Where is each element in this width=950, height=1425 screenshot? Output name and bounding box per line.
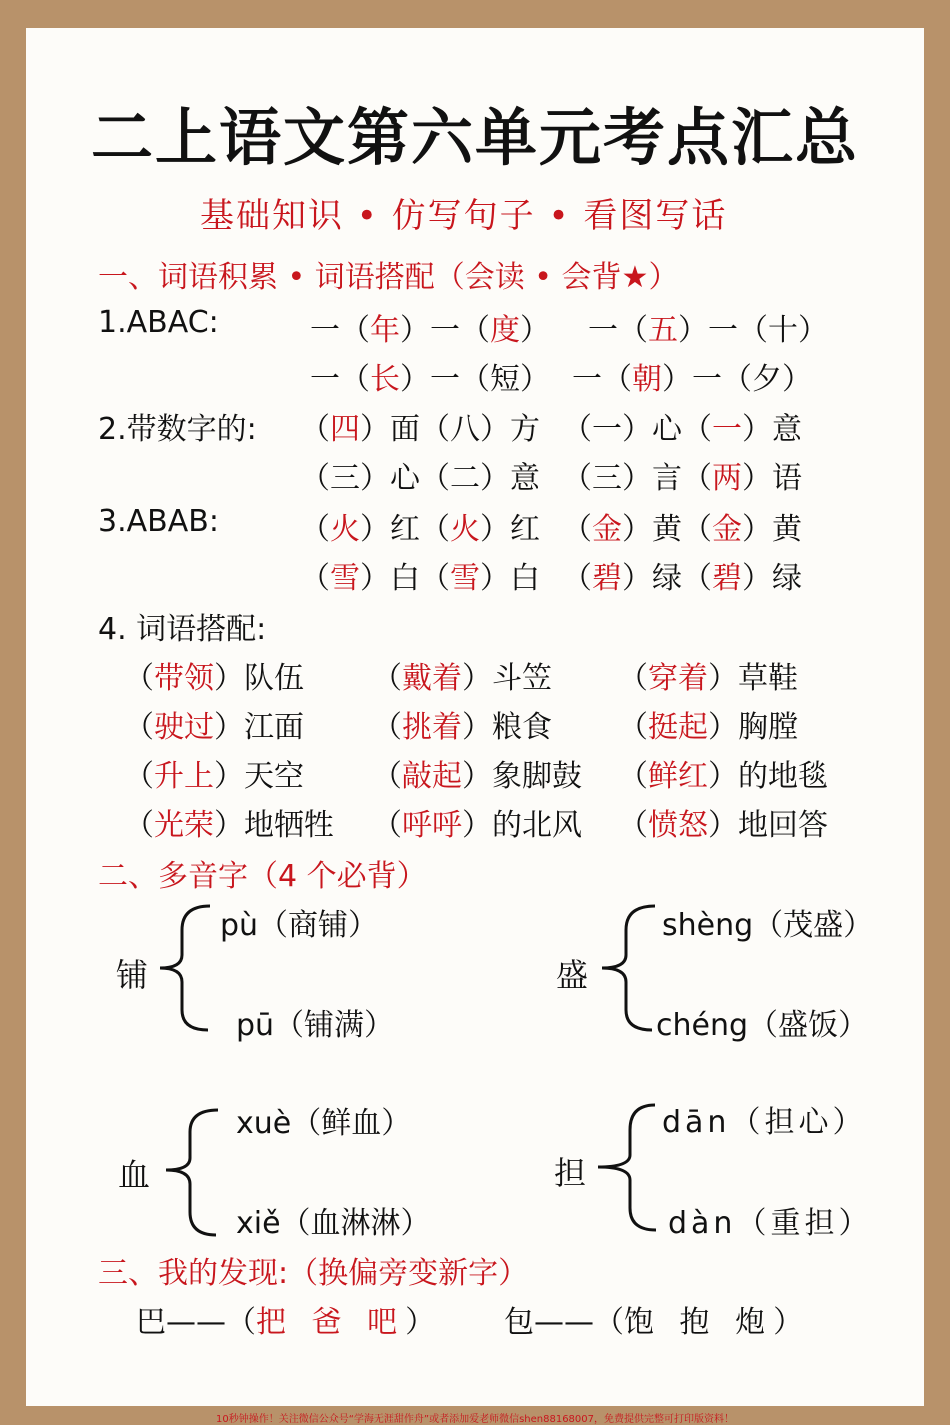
section2-heading: 二、多音字（4 个必背） xyxy=(98,859,427,894)
numbers-item: （三）心（二）意 xyxy=(300,461,540,496)
collocation-fill: 挺起 xyxy=(648,710,708,745)
numbers-item: （三）言（两）语 xyxy=(562,461,802,496)
abac-fill: 短 xyxy=(490,362,520,397)
numbers-fill: 二 xyxy=(450,461,480,496)
poly-reading: xiě（血淋淋） xyxy=(236,1206,431,1241)
radical-item xyxy=(136,1297,435,1341)
brace-sheng xyxy=(602,906,655,1030)
abab-fill: 金 xyxy=(712,512,742,547)
poly-reading: dān（担心） xyxy=(662,1105,867,1140)
poly-char: 血 xyxy=(118,1156,151,1194)
abab-item: （碧）绿（碧）绿 xyxy=(562,561,802,596)
section1-heading-close: ） xyxy=(648,260,679,295)
abab-char: 绿 xyxy=(772,561,802,596)
abab-fill: 碧 xyxy=(712,561,742,596)
footer-note: 10秒钟操作！关注微信公众号“学海无涯甜作舟”或者添加爱老师微信shen88168007，免费提供完整可打印版资料！ xyxy=(215,1414,735,1425)
poly-char: 担 xyxy=(554,1154,587,1192)
radical-words: 把 爸 吧 xyxy=(256,1305,406,1340)
collocation-fill: 驶过 xyxy=(154,710,214,745)
collocation-item: （带领）队伍 xyxy=(124,661,304,696)
collocation-fill: 戴着 xyxy=(402,661,462,696)
numbers-label: 2.带数字的: xyxy=(98,412,257,447)
collocation-word: 地回答 xyxy=(738,808,828,843)
numbers-char: 意 xyxy=(510,461,540,496)
collocation-item: （驶过）江面 xyxy=(124,710,304,745)
abac-item: 一（长）一（短） xyxy=(310,362,550,397)
numbers-char: 心 xyxy=(390,461,420,496)
collocation-word: 斗笠 xyxy=(492,661,552,696)
abac-item: 一（五）一（十） xyxy=(588,313,828,348)
collocation-word: 的地毯 xyxy=(738,759,828,794)
abac-fill: 朝 xyxy=(632,362,662,397)
numbers-char: 言 xyxy=(652,461,682,496)
abac-fill: 年 xyxy=(370,313,400,348)
collocation-fill: 升上 xyxy=(154,759,214,794)
page-subtitle: 基础知识 • 仿写句子 • 看图写话 xyxy=(200,196,728,236)
collocation-item: （鲜红）的地毯 xyxy=(618,759,828,794)
abab-label: 3.ABAB: xyxy=(98,504,219,539)
radical-base: 包——（ xyxy=(504,1305,624,1340)
abab-char: 红 xyxy=(390,512,420,547)
abab-char: 红 xyxy=(510,512,540,547)
abac-char: 一 xyxy=(310,362,340,397)
numbers-char: 面 xyxy=(390,412,420,447)
collocation-word: 象脚鼓 xyxy=(492,759,582,794)
brace-dan xyxy=(598,1105,656,1230)
numbers-fill: 三 xyxy=(592,461,622,496)
collocation-fill: 鲜红 xyxy=(648,759,708,794)
abac-char: 一 xyxy=(588,313,618,348)
collocation-item: （挑着）粮食 xyxy=(372,710,552,745)
abac-item: 一（年）一（度） xyxy=(310,313,550,348)
collocation-word: 胸膛 xyxy=(738,710,798,745)
abac-fill: 长 xyxy=(370,362,400,397)
radical-close: ） xyxy=(405,1305,436,1340)
abab-fill: 火 xyxy=(330,512,360,547)
poly-char: 盛 xyxy=(556,956,589,994)
collocation-label: 4. 词语搭配: xyxy=(98,612,267,647)
abab-char: 黄 xyxy=(652,512,682,547)
abab-item: （金）黄（金）黄 xyxy=(562,512,802,547)
collocation-word: 地牺牲 xyxy=(244,808,334,843)
abab-item: （雪）白（雪）白 xyxy=(300,561,540,596)
abab-fill: 碧 xyxy=(592,561,622,596)
page-title: 二上语文第六单元考点汇总 xyxy=(90,101,859,174)
numbers-char: 语 xyxy=(772,461,802,496)
radical-close: ） xyxy=(773,1305,804,1340)
abac-char: 一 xyxy=(430,313,460,348)
collocation-item: （呼呼）的北风 xyxy=(372,808,582,843)
abac-fill: 夕 xyxy=(752,362,782,397)
radical-words: 饱 抱 炮 xyxy=(624,1305,774,1340)
numbers-fill: 三 xyxy=(330,461,360,496)
collocation-item: （戴着）斗笠 xyxy=(372,661,552,696)
abac-char: 一 xyxy=(310,313,340,348)
collocation-fill: 光荣 xyxy=(154,808,214,843)
collocation-item: （光荣）地牺牲 xyxy=(124,808,334,843)
abac-fill: 度 xyxy=(490,313,520,348)
collocation-word: 江面 xyxy=(244,710,304,745)
poly-reading: pū（铺满） xyxy=(236,1008,395,1043)
abab-fill: 雪 xyxy=(450,561,480,596)
poly-reading: xuè（鲜血） xyxy=(236,1106,412,1141)
collocation-fill: 敲起 xyxy=(402,759,462,794)
numbers-fill: 一 xyxy=(592,412,622,447)
abac-fill: 十 xyxy=(768,313,798,348)
numbers-item: （四）面（八）方 xyxy=(300,412,540,447)
numbers-char: 心 xyxy=(652,412,682,447)
abab-char: 白 xyxy=(510,561,540,596)
collocation-item: （挺起）胸膛 xyxy=(618,710,798,745)
numbers-fill: 两 xyxy=(712,461,742,496)
collocation-fill: 带领 xyxy=(154,661,214,696)
radical-item xyxy=(504,1297,803,1341)
abab-fill: 火 xyxy=(450,512,480,547)
brace-pu xyxy=(160,906,210,1030)
collocation-word: 的北风 xyxy=(492,808,582,843)
numbers-fill: 一 xyxy=(712,412,742,447)
star-icon: ★ xyxy=(621,260,649,295)
poly-reading: chéng（盛饭） xyxy=(656,1008,869,1043)
collocation-word: 草鞋 xyxy=(738,661,798,696)
numbers-item: （一）心（一）意 xyxy=(562,412,802,447)
numbers-char: 方 xyxy=(510,412,540,447)
poly-char: 铺 xyxy=(116,956,149,994)
collocation-word: 天空 xyxy=(244,759,304,794)
collocation-fill: 穿着 xyxy=(648,661,708,696)
numbers-fill: 八 xyxy=(450,412,480,447)
collocation-fill: 愤怒 xyxy=(648,808,708,843)
numbers-char: 意 xyxy=(772,412,802,447)
abac-char: 一 xyxy=(692,362,722,397)
radical-base: 巴——（ xyxy=(136,1305,256,1340)
abab-char: 绿 xyxy=(652,561,682,596)
abac-item: 一（朝）一（夕） xyxy=(572,362,812,397)
collocation-item: （升上）天空 xyxy=(124,759,304,794)
poly-reading: pù（商铺） xyxy=(220,908,379,943)
section3-heading: 三、我的发现:（换偏旁变新字） xyxy=(98,1256,529,1291)
abab-item: （火）红（火）红 xyxy=(300,512,540,547)
poly-reading: shèng（茂盛） xyxy=(662,908,874,943)
abab-fill: 金 xyxy=(592,512,622,547)
collocation-word: 队伍 xyxy=(244,661,304,696)
abac-char: 一 xyxy=(572,362,602,397)
abab-fill: 雪 xyxy=(330,561,360,596)
abac-fill: 五 xyxy=(648,313,678,348)
abab-char: 黄 xyxy=(772,512,802,547)
numbers-fill: 四 xyxy=(330,412,360,447)
abac-char: 一 xyxy=(708,313,738,348)
collocation-fill: 呼呼 xyxy=(402,808,462,843)
collocation-item: （敲起）象脚鼓 xyxy=(372,759,582,794)
collocation-word: 粮食 xyxy=(492,710,552,745)
poly-reading: dàn（重担） xyxy=(668,1206,873,1241)
section1-heading-text: 一、词语积累 • 词语搭配（会读 • 会背 xyxy=(98,260,622,295)
collocation-item: （穿着）草鞋 xyxy=(618,661,798,696)
collocation-fill: 挑着 xyxy=(402,710,462,745)
collocation-item: （愤怒）地回答 xyxy=(618,808,828,843)
abac-char: 一 xyxy=(430,362,460,397)
abab-char: 白 xyxy=(390,561,420,596)
abac-label: 1.ABAC: xyxy=(98,305,219,340)
brace-xue xyxy=(166,1110,218,1235)
